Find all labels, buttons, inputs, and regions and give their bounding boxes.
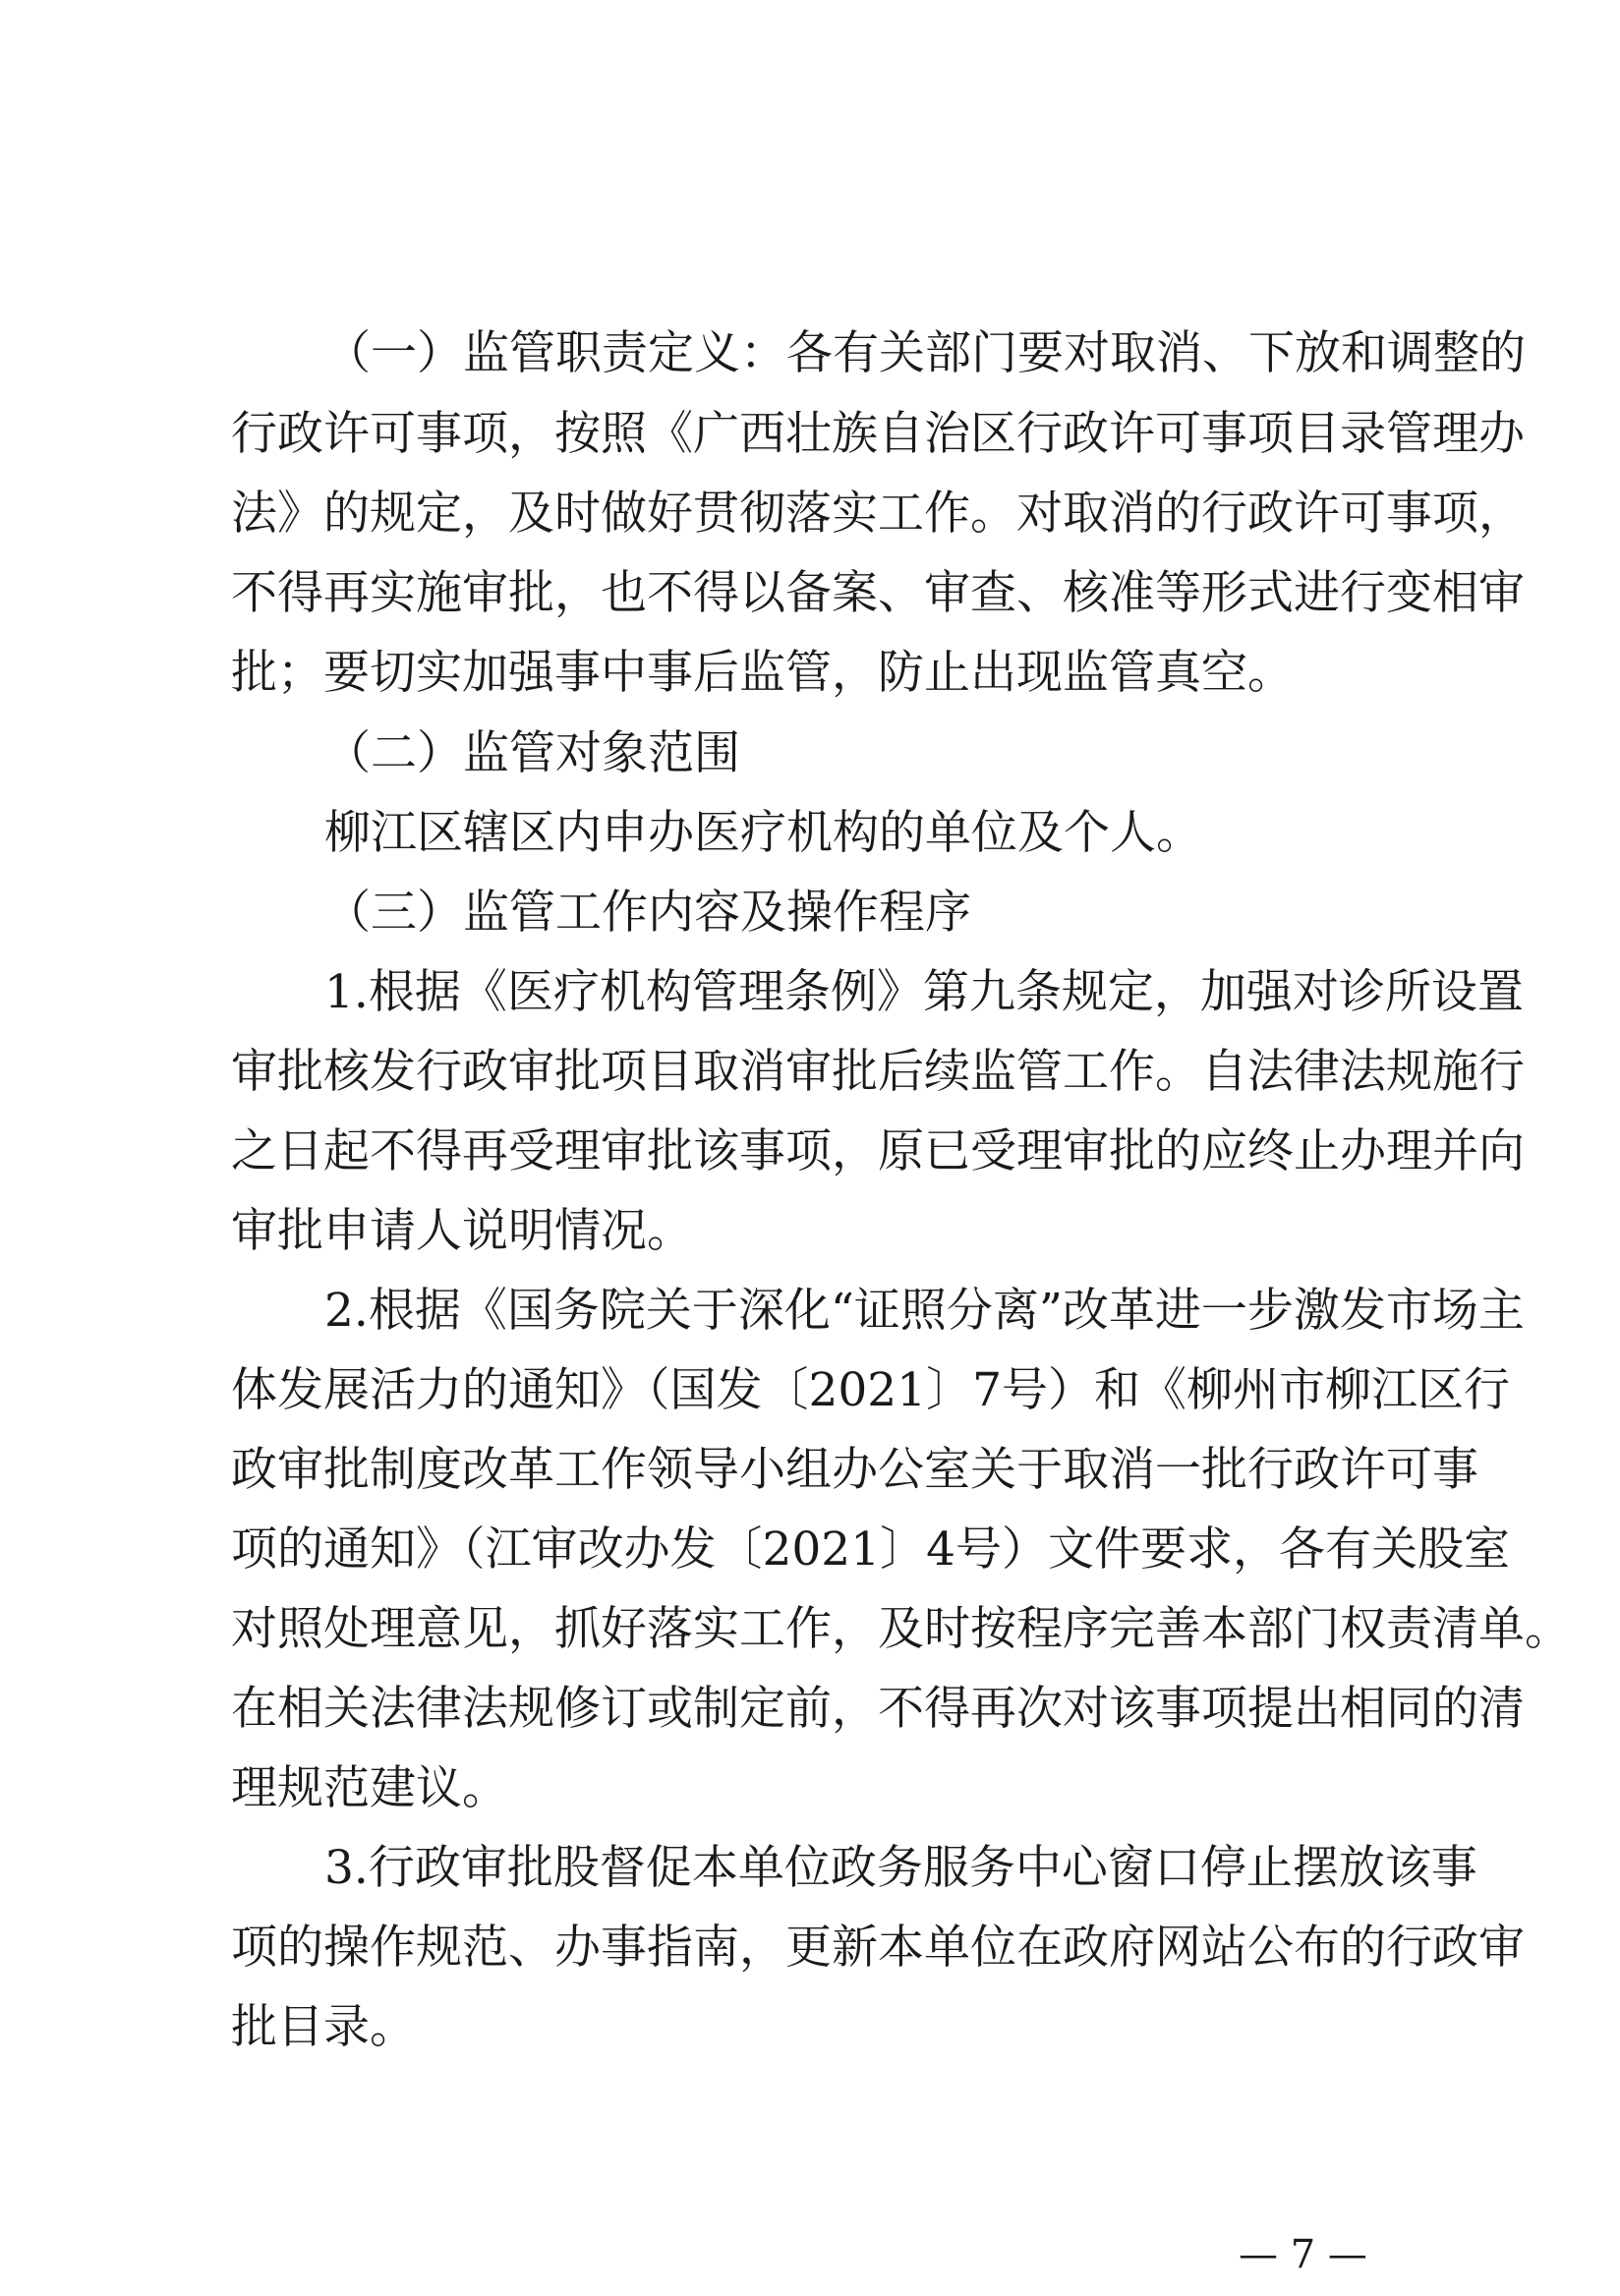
text-line: 理规范建议。 <box>231 1761 508 1815</box>
text-line: 批目录。 <box>231 2000 416 2054</box>
text-line: 项的通知》（江审改办发〔2021〕4号）文件要求，各有关股室 <box>231 1522 1511 1577</box>
page-number: — 7 — <box>1239 2232 1367 2277</box>
text-line: 行政许可事项，按照《广西壮族自治区行政许可事项目录管理办 <box>231 407 1525 461</box>
text-line: 对照处理意见，抓好落实工作，及时按程序完善本部门权责清单。 <box>231 1602 1571 1656</box>
section-heading: （三）监管工作内容及操作程序 <box>324 886 971 940</box>
text-line: 批；要切实加强事中事后监管，防止出现监管真空。 <box>231 646 1294 700</box>
text-line: （一）监管职责定义：各有关部门要对取消、下放和调整的 <box>324 326 1526 380</box>
text-line: 不得再实施审批，也不得以备案、审查、核准等形式进行变相审 <box>231 566 1525 620</box>
text-line: 2.根据《国务院关于深化“证照分离”改革进一步激发市场主 <box>324 1284 1525 1338</box>
text-line: 1.根据《医疗机构管理条例》第九条规定，加强对诊所设置 <box>324 965 1524 1019</box>
text-line: 法》的规定，及时做好贯彻落实工作。对取消的行政许可事项， <box>231 487 1525 541</box>
text-line: 审批核发行政审批项目取消审批后续监管工作。自法律法规施行 <box>231 1045 1525 1099</box>
text-line: 审批申请人说明情况。 <box>231 1204 693 1258</box>
text-line: 3.行政审批股督促本单位政务服务中心窗口停止摆放该事 <box>324 1841 1477 1895</box>
text-line: 柳江区辖区内申办医疗机构的单位及个人。 <box>324 806 1202 860</box>
text-line: 之日起不得再受理审批该事项，原已受理审批的应终止办理并向 <box>231 1124 1525 1178</box>
text-line: 项的操作规范、办事指南，更新本单位在政府网站公布的行政审 <box>231 1921 1525 1975</box>
text-line: 在相关法律法规修订或制定前，不得再次对该事项提出相同的清 <box>231 1682 1525 1736</box>
text-line: 政审批制度改革工作领导小组办公室关于取消一批行政许可事 <box>231 1443 1478 1497</box>
text-line: 体发展活力的通知》（国发〔2021〕7号）和《柳州市柳江区行 <box>231 1363 1511 1417</box>
section-heading: （二）监管对象范围 <box>324 726 740 780</box>
